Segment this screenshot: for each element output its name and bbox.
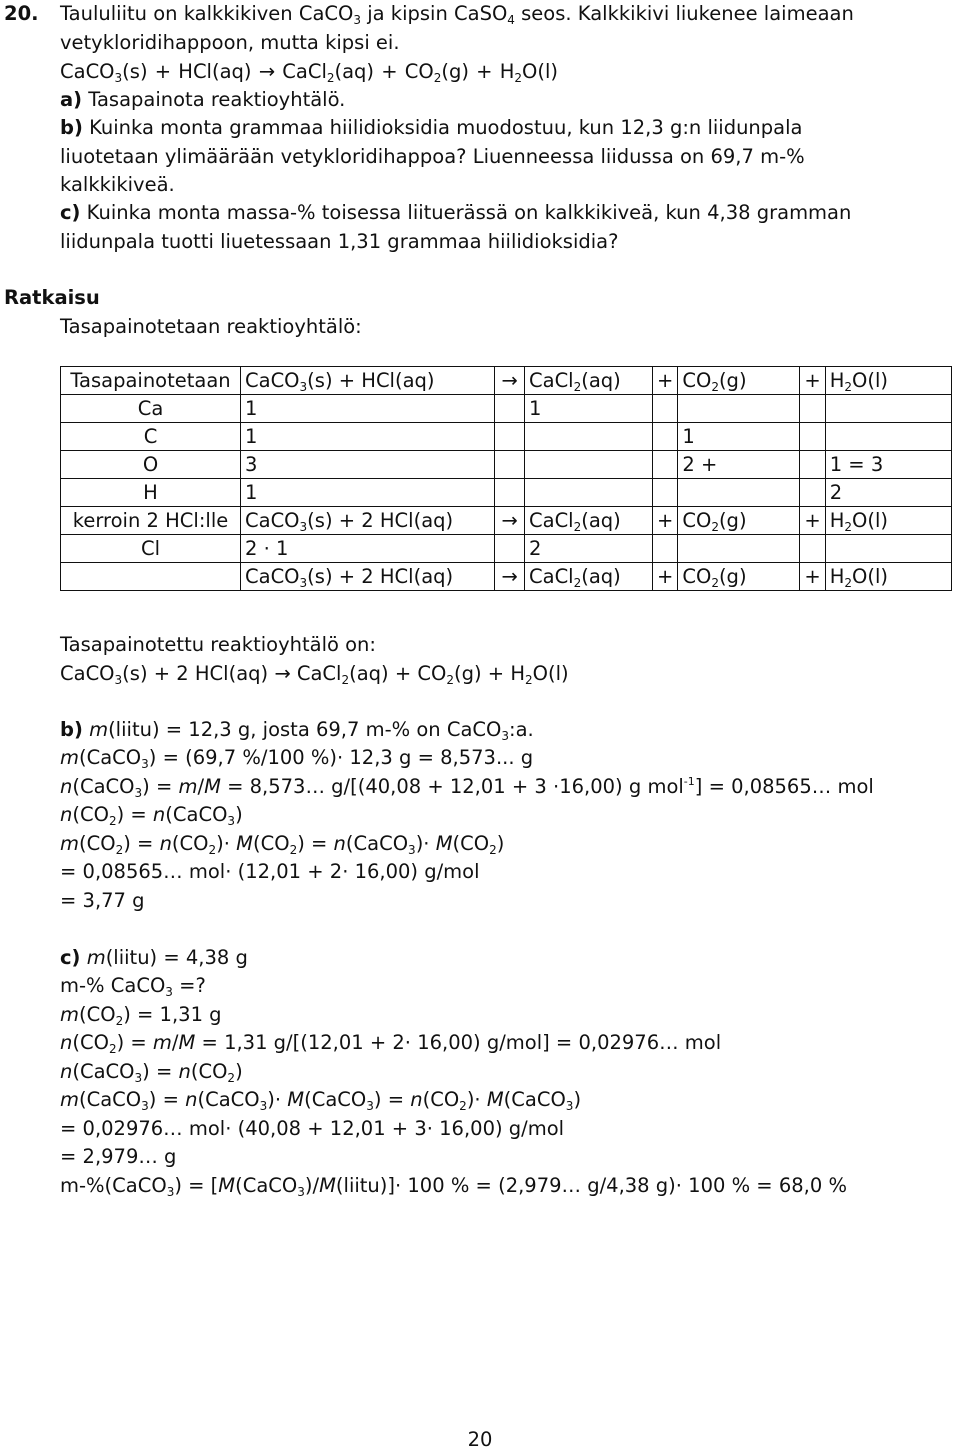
table-cell — [525, 423, 653, 451]
part-b-line1: b) m(liitu) = 12,3 g, josta 69,7 m-% on CaCO$_3$:a. — [60, 718, 534, 743]
table-cell — [495, 423, 525, 451]
part-c-line4: $n(CO_2) = m/M = 1,31$ g/[(12,01 + 2· 16,00) g/mol] = 0,02976… mol — [60, 1031, 722, 1056]
table-cell: 2 · 1 — [241, 535, 495, 563]
row-label: kerroin 2 HCl:lle — [61, 507, 241, 535]
question-part-b-line1: b) Kuinka monta grammaa hiilidioksidia muodostuu, kun 12,3 g:n liidunpala — [60, 116, 803, 139]
table-cell: $CO_2(g)$ — [678, 367, 800, 395]
solution-heading: Ratkaisu — [4, 286, 100, 309]
page-number: 20 — [467, 1428, 493, 1451]
table-cell — [495, 479, 525, 507]
table-cell — [678, 479, 800, 507]
table-cell: CaCl$_2$(aq) — [525, 507, 653, 535]
table-cell — [800, 535, 825, 563]
table-cell — [495, 451, 525, 479]
table-cell: 1 — [241, 395, 495, 423]
table-cell: CaCO$_3$(s) + HCl(aq) — [241, 367, 495, 395]
question-equation: CaCO$_3$(s) + HCl(aq) → CaCl$_2$(aq) + $CO_2(g) + H_2O(l)$ — [60, 60, 559, 85]
table-cell: $H_2O(l)$ — [825, 367, 951, 395]
part-c-line9: m-%(CaCO$_3$) = [M(CaCO$_3$)/M(liitu)]· 100 % = (2,979… g/4,38 g)· 100 % = 68,0 % — [60, 1174, 847, 1199]
part-c-line7: = 0,02976… mol· (40,08 + 12,01 + 3· 16,00) g/mol — [60, 1117, 565, 1140]
question-number: 20. — [4, 2, 39, 25]
question-intro-line1: Taululiitu on kalkkikiven CaCO$_3$ ja kipsin CaSO$_4$ seos. Kalkkikivi liukenee laimeaan — [60, 2, 854, 27]
table-cell: + — [653, 563, 678, 591]
part-b-line7: = 3,77 g — [60, 889, 145, 912]
balanced-heading: Tasapainotettu reaktioyhtälö on: — [60, 633, 376, 656]
table-cell: + — [800, 563, 825, 591]
table-cell: 2 — [825, 479, 951, 507]
row-label: H — [61, 479, 241, 507]
question-part-b-line2: liuotetaan ylimäärään vetykloridihappoa? Liuenneessa liidussa on 69,7 m-% — [60, 145, 805, 168]
question-part-b-line3: kalkkikiveä. — [60, 173, 175, 196]
table-cell — [678, 535, 800, 563]
table-cell — [825, 423, 951, 451]
part-b-line3: n(CaCO$_3$) = m/M = 8,573… g/[(40,08 + 12,01 + 3 ·16,00) g mol$^{-1}$] = 0,08565… mol — [60, 775, 874, 800]
table-cell — [525, 479, 653, 507]
question-part-a: a) Tasapainota reaktioyhtälö. — [60, 88, 346, 111]
part-b-line6: = 0,08565… mol· (12,01 + 2· 16,00) g/mol — [60, 860, 480, 883]
table-cell — [495, 535, 525, 563]
row-label: C — [61, 423, 241, 451]
balancing-table-row — [61, 451, 952, 479]
question-intro-line2: vetykloridihappoon, mutta kipsi ei. — [60, 31, 400, 54]
question-part-c-line2: liidunpala tuotti liuetessaan 1,31 grammaa hiilidioksidia? — [60, 230, 619, 253]
balancing-table-row — [61, 535, 952, 563]
table-cell — [825, 395, 951, 423]
table-cell: 1 — [678, 423, 800, 451]
table-cell — [525, 451, 653, 479]
table-cell: + — [800, 507, 825, 535]
table-cell — [653, 535, 678, 563]
balancing-table-row — [61, 423, 952, 451]
table-cell: → — [495, 367, 525, 395]
balancing-table-row — [61, 395, 952, 423]
table-cell — [800, 479, 825, 507]
row-label: Cl — [61, 535, 241, 563]
table-cell: $H_2O(l)$ — [825, 563, 951, 591]
table-cell: + — [653, 507, 678, 535]
table-cell: CaCl$_2$(aq) — [525, 367, 653, 395]
table-cell: → — [495, 507, 525, 535]
table-cell — [653, 423, 678, 451]
part-c-line2: m-% CaCO$_3$ =? — [60, 974, 206, 999]
row-label: Ca — [61, 395, 241, 423]
table-cell: 1 — [241, 479, 495, 507]
part-c-line8: = 2,979… g — [60, 1145, 177, 1168]
table-cell: + — [653, 367, 678, 395]
part-b-line2: m(CaCO$_3$) = (69,7 %/100 %)· 12,3 g = 8,573... g — [60, 746, 534, 771]
table-cell: → — [495, 563, 525, 591]
part-c-line5: n(CaCO$_3$) = $n(CO_2)$ — [60, 1060, 243, 1085]
table-cell: 2 — [525, 535, 653, 563]
part-b-line5: $m(CO_2) = n(CO_2)\cdot M(CO_2)$ = n(CaCO$_3$)· $M(CO_2)$ — [60, 832, 505, 857]
table-cell — [825, 535, 951, 563]
question-part-c-line1: c) Kuinka monta massa-% toisessa liituerässä on kalkkikiveä, kun 4,38 gramman — [60, 201, 852, 224]
table-cell — [800, 451, 825, 479]
table-cell: 1 = 3 — [825, 451, 951, 479]
row-label: Tasapainotetaan — [61, 367, 241, 395]
balancing-table-row — [61, 479, 952, 507]
row-label — [61, 563, 241, 591]
table-cell: CaCO$_3$(s) + 2 HCl(aq) — [241, 507, 495, 535]
balancing-table — [60, 366, 952, 591]
table-cell — [495, 395, 525, 423]
table-cell — [678, 395, 800, 423]
part-b-line4: $n(CO_2)$ = n(CaCO$_3$) — [60, 803, 243, 828]
balanced-equation: CaCO$_3$(s) + 2 HCl(aq) → CaCl$_2$(aq) + $CO_2(g) + H_2O(l)$ — [60, 662, 569, 687]
row-label: O — [61, 451, 241, 479]
balancing-table-row — [61, 367, 952, 395]
table-cell: $CO_2(g)$ — [678, 507, 800, 535]
table-cell: CaCO$_3$(s) + 2 HCl(aq) — [241, 563, 495, 591]
table-cell — [653, 451, 678, 479]
table-cell — [800, 395, 825, 423]
part-c-line1: c) m(liitu) = 4,38 g — [60, 946, 248, 969]
table-cell: + — [800, 367, 825, 395]
balancing-table-row — [61, 563, 952, 591]
solution-intro: Tasapainotetaan reaktioyhtälö: — [60, 315, 362, 338]
table-cell — [800, 423, 825, 451]
table-cell: 1 — [525, 395, 653, 423]
table-cell: 3 — [241, 451, 495, 479]
table-cell: 1 — [241, 423, 495, 451]
balancing-table-row — [61, 507, 952, 535]
table-cell: CaCl$_2$(aq) — [525, 563, 653, 591]
table-cell: $H_2O(l)$ — [825, 507, 951, 535]
part-c-line3: $m(CO_2) = 1,31$ g — [60, 1003, 222, 1028]
table-cell: 2 + — [678, 451, 800, 479]
table-cell — [653, 395, 678, 423]
table-cell: $CO_2(g)$ — [678, 563, 800, 591]
table-cell — [653, 479, 678, 507]
part-c-line6: m(CaCO$_3$) = n(CaCO$_3$)· M(CaCO$_3$) = $n(CO_2)\cdot$ M(CaCO$_3$) — [60, 1088, 582, 1113]
